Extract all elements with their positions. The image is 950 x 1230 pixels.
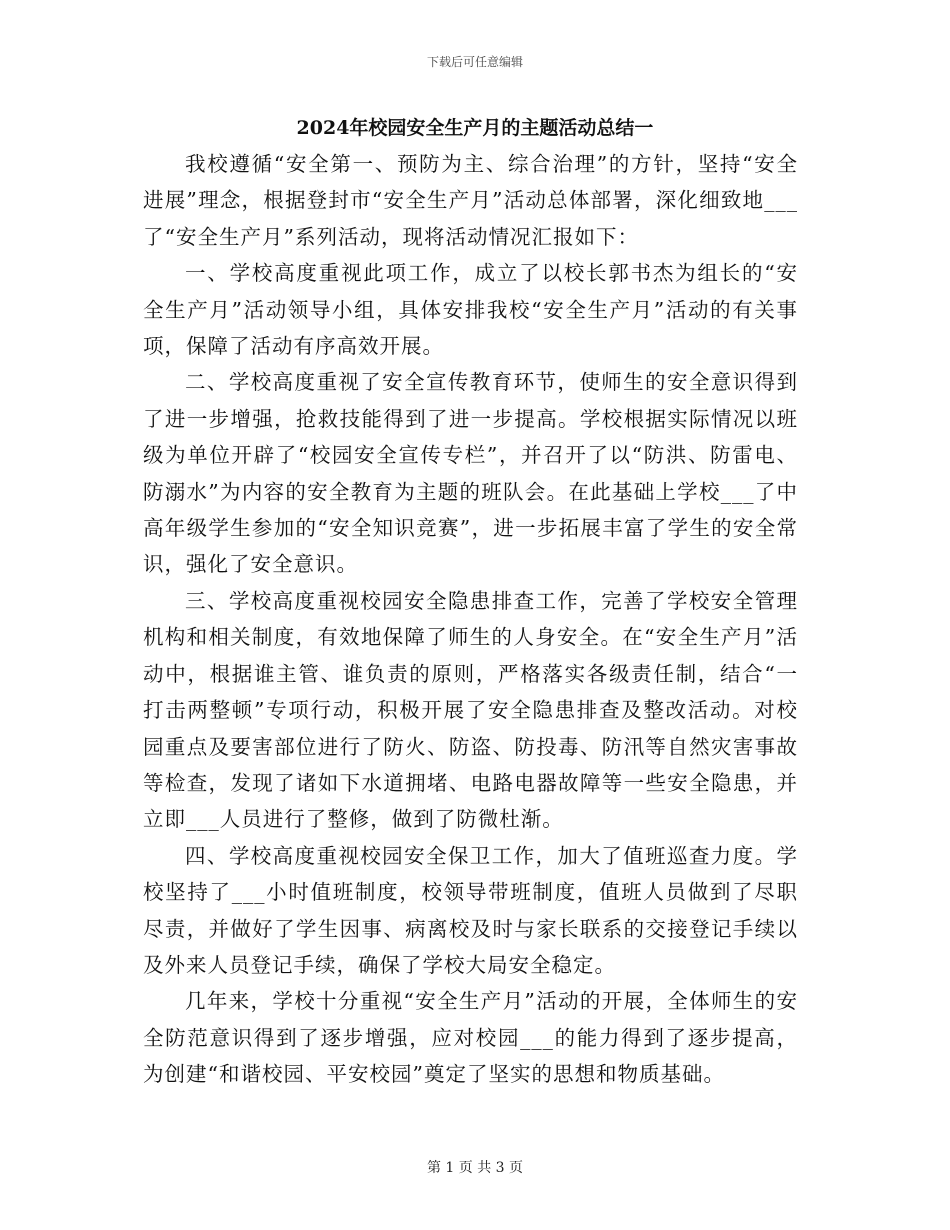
page-header-note: 下载后可任意编辑 (426, 55, 523, 69)
paragraph-conclusion: 几年来，学校十分重视“安全生产月”活动的开展，全体师生的安全防范意识得到了逐步增强，应对校园___的能力得到了逐步提高，为创建“和谐校园、平安校园”奠定了坚实的思想和物质基础。 (143, 989, 798, 1087)
paragraph-section-1: 一、学校高度重视此项工作，成立了以校长郭书杰为组长的“安全生产月”活动领导小组，具体安排我校“安全生产月”活动的有关事项，保障了活动有序高效开展。 (143, 261, 798, 359)
document-body (143, 146, 798, 1093)
paragraph-intro: 我校遵循“安全第一、预防为主、综合治理”的方针，坚持“安全进展”理念，根据登封市“安全生产月”活动总体部署，深化细致地___了“安全生产月”系列活动，现将活动情况汇报如下： (143, 152, 798, 249)
page-number: 第 1 页 共 3 页 (426, 1160, 524, 1176)
paragraph-section-2: 二、学校高度重视了安全宣传教育环节，使师生的安全意识得到了进一步增强，抢救技能得到了进一步提高。学校根据实际情况以班级为单位开辟了“校园安全宣传专栏”，并召开了以“防洪、防雷电、防溺水”为内容的安全教育为主题的班队会。在此基础上学校___了中高年级学生参加的“安全知识竞赛”，进一步拓展丰富了学生的安全常识，强化了安全意识。 (143, 370, 798, 577)
paragraph-section-3: 三、学校高度重视校园安全隐患排查工作，完善了学校安全管理机构和相关制度，有效地保障了师生的人身安全。在“安全生产月”活动中，根据谁主管、谁负责的原则，严格落实各级责任制，结合“一打击两整顿”专项行动，积极开展了安全隐患排查及整改活动。对校园重点及要害部位进行了防火、防盗、防投毒、防汛等自然灾害事故等检查，发现了诸如下水道拥堵、电路电器故障等一些安全隐患，并立即___人员进行了整修，做到了防微杜渐。 (143, 588, 798, 832)
document-title: 2024年校园安全生产月的主题活动总结一 (296, 117, 654, 139)
paragraph-section-4: 四、学校高度重视校园安全保卫工作，加大了值班巡查力度。学校坚持了___小时值班制度，校领导带班制度，值班人员做到了尽职尽责，并做好了学生因事、病离校及时与家长联系的交接登记手续以及外来人员登记手续，确保了学校大局安全稳定。 (143, 843, 798, 977)
